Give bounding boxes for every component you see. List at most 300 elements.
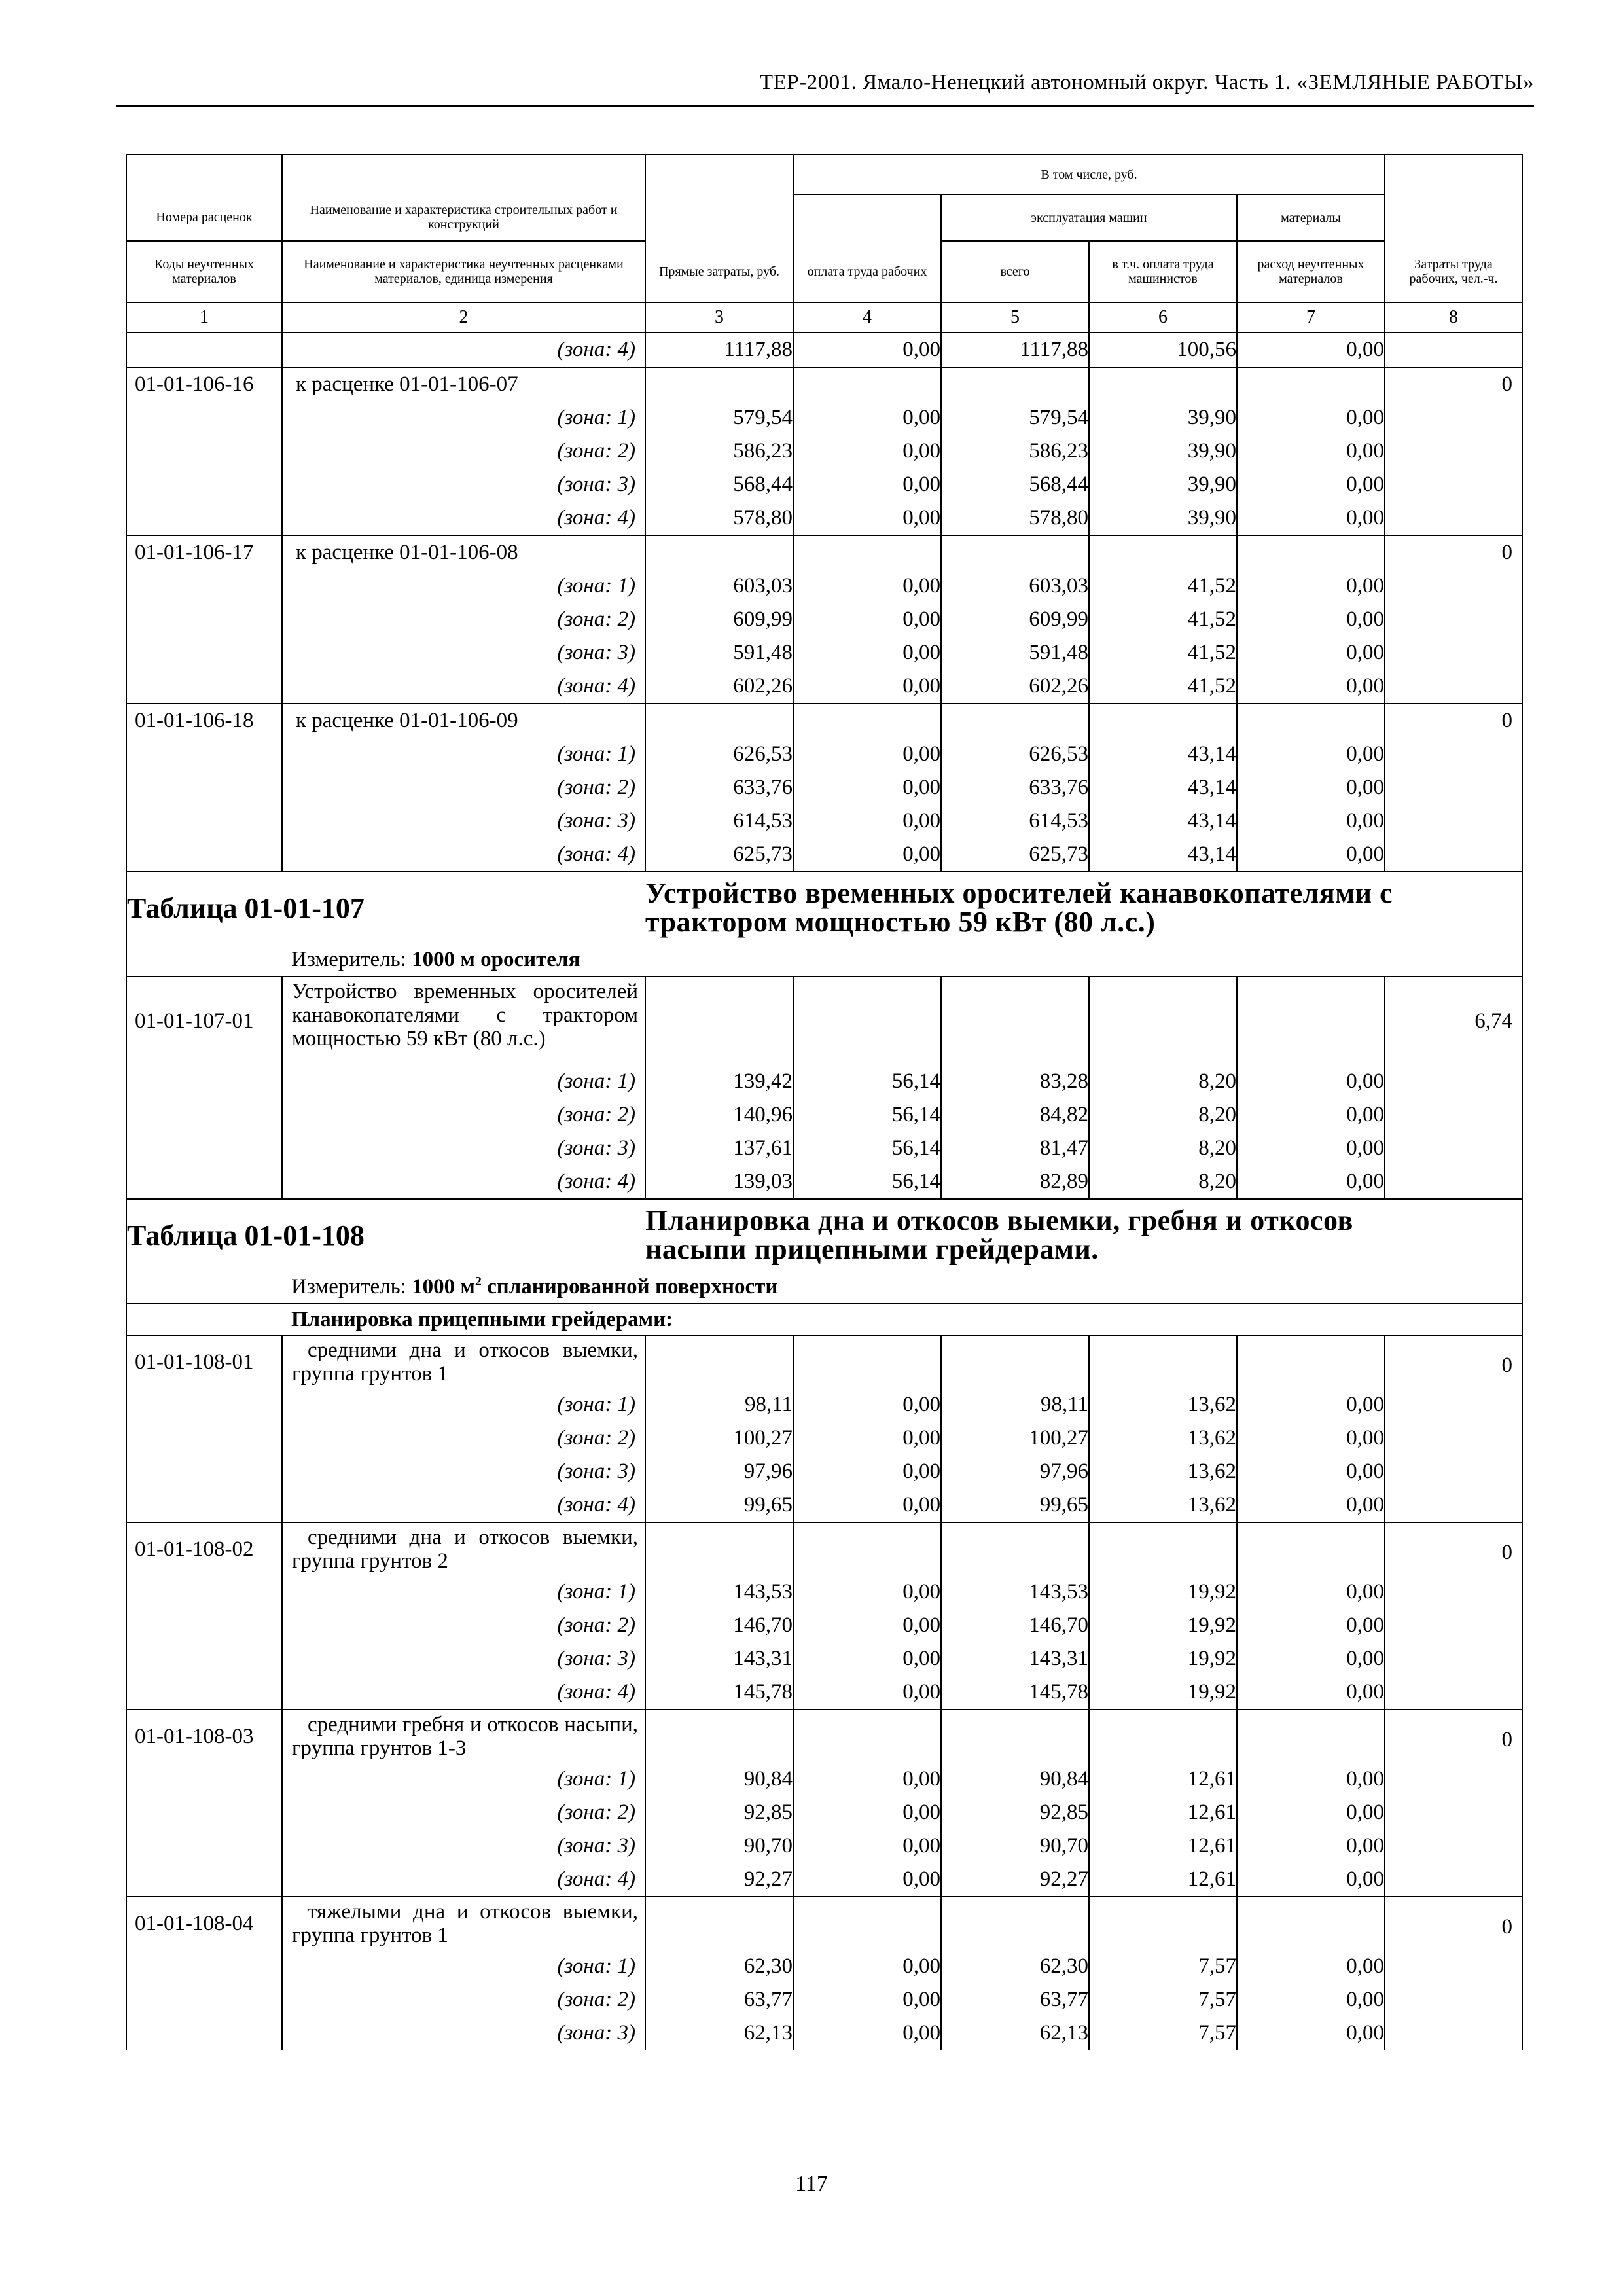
running-header: ТЕР-2001. Ямало-Ненецкий автономный округ. Часть 1. «ЗЕМЛЯНЫЕ РАБОТЫ» [759,71,1534,94]
empty-value [645,704,793,738]
machine-total: 579,54 [941,401,1089,435]
labor-cost [1385,1950,1522,1983]
measure-spacer [126,1270,282,1304]
empty-value [645,1335,793,1388]
rate-code-cell [126,804,282,838]
zone-row [126,1455,1522,1488]
header-labor-costs: Затраты труда рабочих, чел.-ч. [1385,241,1522,302]
header-machine-operation: эксплуатация машин [941,194,1237,241]
direct-cost: 145,78 [645,1676,793,1710]
machine-total: 143,31 [941,1642,1089,1676]
column-number: 1 [126,302,282,332]
labor-pay: 0,00 [793,401,941,435]
direct-cost: 98,11 [645,1388,793,1422]
labor-cost [1385,1829,1522,1863]
header-work-name: Наименование и характеристика строительных работ и конструкций [282,194,645,241]
direct-cost: 579,54 [645,401,793,435]
subheading-spacer [126,1304,282,1335]
zone-label: (зона: 2) [282,603,645,636]
materials-usage: 0,00 [1237,1065,1385,1098]
rate-code-cell [126,1098,282,1132]
machine-total: 591,48 [941,636,1089,670]
operators-pay: 19,92 [1089,1642,1237,1676]
operators-pay: 41,52 [1089,603,1237,636]
materials-usage: 0,00 [1237,569,1385,603]
zone-row [126,569,1522,603]
labor-pay: 0,00 [793,1488,941,1522]
labor-pay: 0,00 [793,501,941,535]
labor-cost: 0 [1385,1335,1522,1388]
materials-usage: 0,00 [1237,1488,1385,1522]
table-header-row-3 [126,241,1522,302]
header-materials: материалы [1237,194,1385,241]
labor-pay: 56,14 [793,1132,941,1165]
direct-cost: 578,80 [645,501,793,535]
operators-pay: 8,20 [1089,1165,1237,1199]
direct-cost: 614,53 [645,804,793,838]
rate-code-cell [126,603,282,636]
zone-row [126,1575,1522,1609]
table-title: Планировка дна и откосов выемки, гребня и откосов насыпи прицепными грейдерами. [645,1199,1522,1270]
rate-code-cell [126,1388,282,1422]
operators-pay: 39,90 [1089,401,1237,435]
zone-label: (зона: 4) [282,1165,645,1199]
direct-cost: 62,30 [645,1950,793,1983]
labor-pay: 0,00 [793,468,941,501]
labor-pay: 56,14 [793,1065,941,1098]
labor-cost [1385,1132,1522,1165]
labor-pay: 0,00 [793,1983,941,2017]
zone-label: (зона: 1) [282,401,645,435]
zone-label: (зона: 3) [282,468,645,501]
direct-cost: 139,42 [645,1065,793,1098]
rate-code-cell [126,1796,282,1829]
measure-label [282,1270,1522,1304]
labor-cost [1385,838,1522,872]
operators-pay: 43,14 [1089,838,1237,872]
rate-code-cell [126,1132,282,1165]
labor-cost [1385,1676,1522,1710]
zone-label: (зона: 1) [282,1950,645,1983]
materials-usage: 0,00 [1237,1098,1385,1132]
page-number: 117 [795,2172,828,2196]
labor-cost [1385,1863,1522,1897]
operators-pay: 8,20 [1089,1098,1237,1132]
materials-usage: 0,00 [1237,1983,1385,2017]
rate-code-cell [126,1642,282,1676]
rate-code: 01-01-106-16 [126,367,282,401]
rate-code: 01-01-106-17 [126,535,282,569]
rate-code: 01-01-108-04 [126,1897,282,1950]
operators-pay: 39,90 [1089,501,1237,535]
machine-total: 100,27 [941,1422,1089,1455]
empty-value [1089,535,1237,569]
rate-code-cell [126,1609,282,1642]
operators-pay: 12,61 [1089,1796,1237,1829]
labor-cost [1385,1455,1522,1488]
machine-total: 90,84 [941,1763,1089,1796]
direct-cost: 97,96 [645,1455,793,1488]
labor-pay: 0,00 [793,1455,941,1488]
labor-cost: 0 [1385,704,1522,738]
machine-total: 92,27 [941,1863,1089,1897]
operators-pay: 13,62 [1089,1388,1237,1422]
labor-cost [1385,501,1522,535]
rate-code-cell [126,1575,282,1609]
labor-cost [1385,771,1522,804]
machine-total: 609,99 [941,603,1089,636]
rate-description: тяжелыми дна и откосов выемки, группа грунтов 1 [282,1897,645,1950]
machine-total: 578,80 [941,501,1089,535]
rate-code: 01-01-108-03 [126,1710,282,1763]
operators-pay: 43,14 [1089,804,1237,838]
labor-pay: 0,00 [793,804,941,838]
zone-row [126,1065,1522,1098]
materials-usage: 0,00 [1237,468,1385,501]
machine-total: 63,77 [941,1983,1089,2017]
rate-code-cell [126,569,282,603]
materials-usage: 0,00 [1237,1796,1385,1829]
zone-row [126,2017,1522,2050]
labor-pay: 0,00 [793,636,941,670]
empty-value [645,367,793,401]
zone-row [126,468,1522,501]
machine-total: 62,13 [941,2017,1089,2050]
header-rule [116,105,1534,107]
machine-total: 1117,88 [941,332,1089,367]
labor-cost [1385,636,1522,670]
zone-row [126,1422,1522,1455]
rate-row [126,704,1522,738]
direct-cost: 92,85 [645,1796,793,1829]
direct-cost: 609,99 [645,603,793,636]
rate-description: средними дна и откосов выемки, группа грунтов 2 [282,1522,645,1575]
empty-value [941,1710,1089,1763]
machine-total: 83,28 [941,1065,1089,1098]
operators-pay: 41,52 [1089,670,1237,704]
rate-row [126,367,1522,401]
zone-row [126,1950,1522,1983]
labor-pay: 0,00 [793,1575,941,1609]
empty-value [1237,367,1385,401]
zone-row [126,1132,1522,1165]
rate-code-cell [126,1165,282,1199]
direct-cost: 143,31 [645,1642,793,1676]
empty-value [645,1897,793,1950]
rate-description: к расценке 01-01-106-09 [282,704,645,738]
labor-pay: 0,00 [793,1642,941,1676]
labor-cost [1385,1065,1522,1098]
rate-code-cell [126,1863,282,1897]
machine-total: 82,89 [941,1165,1089,1199]
zone-row [126,1829,1522,1863]
operators-pay: 41,52 [1089,636,1237,670]
materials-usage: 0,00 [1237,670,1385,704]
labor-cost [1385,1763,1522,1796]
materials-usage: 0,00 [1237,1388,1385,1422]
header-direct-costs: Прямые затраты, руб. [645,241,793,302]
rate-code-cell [126,2017,282,2050]
labor-pay: 0,00 [793,1609,941,1642]
empty-value [793,977,941,1065]
operators-pay: 39,90 [1089,468,1237,501]
labor-cost: 0 [1385,535,1522,569]
rate-code-cell [126,468,282,501]
labor-pay: 0,00 [793,1422,941,1455]
column-number-row [126,302,1522,332]
empty-value [1089,1522,1237,1575]
labor-cost [1385,1488,1522,1522]
rate-row [126,1335,1522,1388]
rate-row [126,1897,1522,1950]
materials-usage: 0,00 [1237,804,1385,838]
labor-cost [1385,804,1522,838]
header-rate-numbers: Номера расценок [126,194,282,241]
empty-value [793,704,941,738]
rate-code-cell [126,332,282,367]
zone-row [126,670,1522,704]
rate-code-cell [126,636,282,670]
materials-usage: 0,00 [1237,1676,1385,1710]
measure-prefix: Измеритель: [291,947,412,971]
labor-cost [1385,603,1522,636]
labor-cost: 0 [1385,1522,1522,1575]
empty-value [1089,977,1237,1065]
direct-cost: 633,76 [645,771,793,804]
machine-total: 97,96 [941,1455,1089,1488]
direct-cost: 568,44 [645,468,793,501]
zone-label: (зона: 2) [282,771,645,804]
labor-cost [1385,2017,1522,2050]
zone-label: (зона: 4) [282,1488,645,1522]
zone-label: (зона: 4) [282,670,645,704]
operators-pay: 7,57 [1089,1983,1237,2017]
labor-pay: 0,00 [793,1796,941,1829]
labor-cost [1385,569,1522,603]
zone-row [126,1863,1522,1897]
zone-row [126,1796,1522,1829]
labor-pay: 0,00 [793,2017,941,2050]
labor-cost: 0 [1385,1897,1522,1950]
rate-description: к расценке 01-01-106-08 [282,535,645,569]
labor-cost: 0 [1385,367,1522,401]
labor-pay: 0,00 [793,603,941,636]
rate-code-cell [126,1829,282,1863]
zone-row [126,1609,1522,1642]
operators-pay: 41,52 [1089,569,1237,603]
materials-usage: 0,00 [1237,1609,1385,1642]
rate-code-cell [126,838,282,872]
measure-superscript: 2 [474,1274,482,1289]
rate-row [126,1522,1522,1575]
zone-row [126,1098,1522,1132]
direct-cost: 626,53 [645,738,793,771]
zone-row [126,636,1522,670]
materials-usage: 0,00 [1237,1422,1385,1455]
column-number: 7 [1237,302,1385,332]
zone-label: (зона: 4) [282,1676,645,1710]
materials-usage: 0,00 [1237,332,1385,367]
header-operators-pay: в т.ч. оплата труда машинистов [1089,241,1237,302]
empty-value [793,367,941,401]
table-header-row-2 [126,194,1522,241]
zone-row [126,1676,1522,1710]
rate-description: Устройство временных оросителей канавокопателями с трактором мощностью 59 кВт (80 л.с.) [282,977,645,1065]
operators-pay: 19,92 [1089,1575,1237,1609]
empty-value [645,977,793,1065]
materials-usage: 0,00 [1237,1863,1385,1897]
zone-label: (зона: 2) [282,1983,645,2017]
rate-row [126,535,1522,569]
empty-value [645,1522,793,1575]
rate-code-cell [126,1950,282,1983]
subheading-row [126,1304,1522,1335]
header-material-name: Наименование и характеристика неучтенных расценками материалов, единица измерения [282,241,645,302]
operators-pay: 12,61 [1089,1829,1237,1863]
zone-row [126,501,1522,535]
column-number: 5 [941,302,1089,332]
machine-total: 84,82 [941,1098,1089,1132]
measure-prefix: Измеритель: [291,1275,412,1299]
labor-cost [1385,435,1522,468]
zone-label: (зона: 1) [282,1575,645,1609]
measure-label [282,943,1522,977]
rate-code: 01-01-107-01 [126,977,282,1065]
table-108-title-row [126,1199,1522,1270]
rate-row [126,977,1522,1065]
rate-code-cell [126,1065,282,1098]
operators-pay: 19,92 [1089,1676,1237,1710]
direct-cost: 602,26 [645,670,793,704]
materials-usage: 0,00 [1237,1763,1385,1796]
empty-value [1089,1335,1237,1388]
rate-code-cell [126,501,282,535]
labor-cost [1385,1796,1522,1829]
labor-cost [1385,1983,1522,2017]
table-header-row-1 [126,154,1522,194]
zone-label: (зона: 4) [282,501,645,535]
column-number: 8 [1385,302,1522,332]
zone-label: (зона: 1) [282,738,645,771]
labor-pay: 0,00 [793,670,941,704]
zone-label: (зона: 1) [282,1388,645,1422]
zone-label: (зона: 3) [282,2017,645,2050]
labor-pay: 0,00 [793,1863,941,1897]
machine-total: 625,73 [941,838,1089,872]
subheading: Планировка прицепными грейдерами: [282,1304,1522,1335]
machine-total: 90,70 [941,1829,1089,1863]
empty-value [941,535,1089,569]
materials-usage: 0,00 [1237,636,1385,670]
table-title: Устройство временных оросителей канавокопателями с трактором мощностью 59 кВт (80 л.с.) [645,872,1522,943]
machine-total: 633,76 [941,771,1089,804]
operators-pay: 7,57 [1089,2017,1237,2050]
zone-row [126,1763,1522,1796]
direct-cost: 137,61 [645,1132,793,1165]
rate-code: 01-01-106-18 [126,704,282,738]
zone-label: (зона: 4) [282,332,645,367]
operators-pay: 39,90 [1089,435,1237,468]
zone-label: (зона: 2) [282,435,645,468]
empty-value [793,1522,941,1575]
zone-label: (зона: 3) [282,1132,645,1165]
rate-code-cell [126,401,282,435]
operators-pay: 43,14 [1089,771,1237,804]
operators-pay: 19,92 [1089,1609,1237,1642]
measure-unit: 1000 м оросителя [412,947,580,971]
zone-label: (зона: 1) [282,1763,645,1796]
rates-table [126,154,1523,2050]
direct-cost: 100,27 [645,1422,793,1455]
machine-total: 626,53 [941,738,1089,771]
materials-usage: 0,00 [1237,1575,1385,1609]
direct-cost: 62,13 [645,2017,793,2050]
machine-total: 602,26 [941,670,1089,704]
rate-code: 01-01-108-02 [126,1522,282,1575]
header-rate-codes: Коды неучтенных материалов [126,241,282,302]
materials-usage: 0,00 [1237,771,1385,804]
zone-row [126,1642,1522,1676]
operators-pay: 8,20 [1089,1065,1237,1098]
operators-pay: 13,62 [1089,1488,1237,1522]
labor-pay: 56,14 [793,1165,941,1199]
empty-value [1237,1897,1385,1950]
zone-label: (зона: 3) [282,1455,645,1488]
zone-row [126,738,1522,771]
empty-value [1089,704,1237,738]
rate-code-cell [126,1455,282,1488]
direct-cost: 92,27 [645,1863,793,1897]
materials-usage: 0,00 [1237,1165,1385,1199]
column-number: 4 [793,302,941,332]
direct-cost: 146,70 [645,1609,793,1642]
empty-value [1237,977,1385,1065]
operators-pay: 12,61 [1089,1863,1237,1897]
empty-value [645,1710,793,1763]
table-107-title-row [126,872,1522,943]
machine-total: 62,30 [941,1950,1089,1983]
direct-cost: 603,03 [645,569,793,603]
table-id: Таблица 01-01-107 [126,872,645,943]
labor-pay: 0,00 [793,332,941,367]
zone-label: (зона: 2) [282,1422,645,1455]
direct-cost: 90,70 [645,1829,793,1863]
zone-row [126,838,1522,872]
rate-code-cell [126,670,282,704]
zone-label: (зона: 2) [282,1098,645,1132]
labor-cost [1385,1165,1522,1199]
operators-pay: 7,57 [1089,1950,1237,1983]
labor-cost [1385,468,1522,501]
machine-total: 146,70 [941,1609,1089,1642]
operators-pay: 13,62 [1089,1455,1237,1488]
empty-value [1237,1335,1385,1388]
direct-cost: 591,48 [645,636,793,670]
labor-pay: 0,00 [793,738,941,771]
machine-total: 586,23 [941,435,1089,468]
empty-value [793,535,941,569]
empty-value [793,1710,941,1763]
direct-cost: 139,03 [645,1165,793,1199]
labor-pay: 0,00 [793,771,941,804]
empty-value [645,535,793,569]
labor-cost: 0 [1385,1710,1522,1763]
labor-pay: 0,00 [793,569,941,603]
rate-code-cell [126,435,282,468]
rate-code-cell [126,738,282,771]
labor-pay: 0,00 [793,1676,941,1710]
measure-unit: 1000 м [412,1275,475,1299]
